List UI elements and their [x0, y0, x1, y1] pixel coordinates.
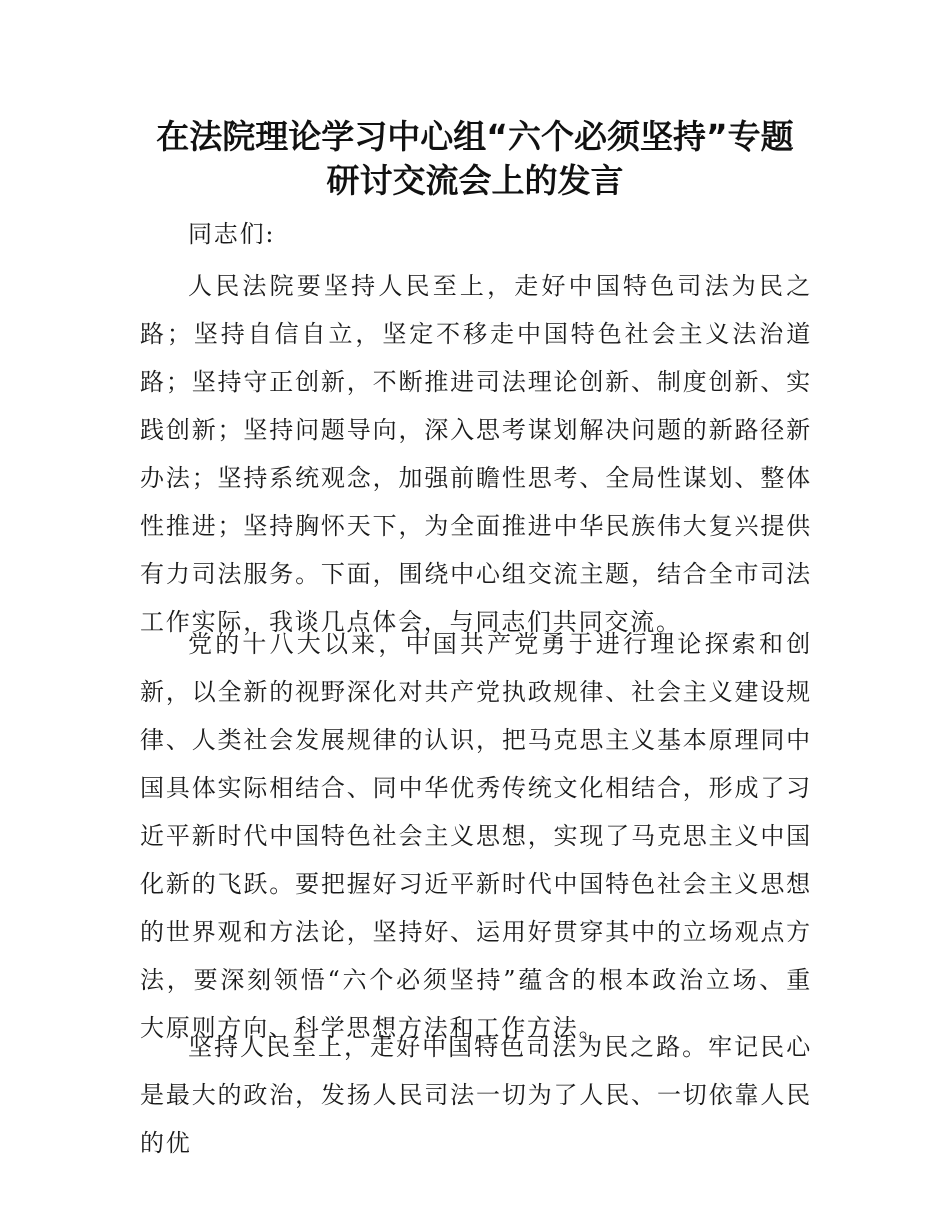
paragraph-2: 党的十八大以来，中国共产党勇于进行理论探索和创新，以全新的视野深化对共产党执政规律、社会主义建设规律、人类社会发展规律的认识，把马克思主义基本原理同中国具体实际相结合、同中华优秀传统文化相结合，形成了习近平新时代中国特色社会主义思想，实现了马克思主义中国化新的飞跃。要把握好习近平新时代中国特色社会主义思想的世界观和方法论，坚持好、运用好贯穿其中的立场观点方法，要深刻领悟“六个必须坚持”蕴含的根本政治立场、重大原则方向、科学思想方法和工作方法。	[140, 630, 812, 1042]
document-title-line-1: 在法院理论学习中心组“六个必须坚持”专题	[156, 117, 794, 156]
salutation: 同志们:	[188, 220, 276, 248]
document-title-line-2: 研讨交流会上的发言	[326, 161, 624, 200]
paragraph-3: 坚持人民至上，走好中国特色司法为民之路。牢记民心是最大的政治，发扬人民司法一切为了人民、一切依靠人民的优	[140, 1033, 812, 1157]
paragraph-1: 人民法院要坚持人民至上，走好中国特色司法为民之路；坚持自信自立，坚定不移走中国特色社会主义法治道路；坚持守正创新，不断推进司法理论创新、制度创新、实践创新；坚持问题导向，深入思考谋划解决问题的新路径新办法；坚持系统观念，加强前瞻性思考、全局性谋划、整体性推进；坚持胸怀天下，为全面推进中华民族伟大复兴提供有力司法服务。下面，围绕中心组交流主题，结合全市司法工作实际，我谈几点体会，与同志们共同交流。	[140, 272, 812, 636]
